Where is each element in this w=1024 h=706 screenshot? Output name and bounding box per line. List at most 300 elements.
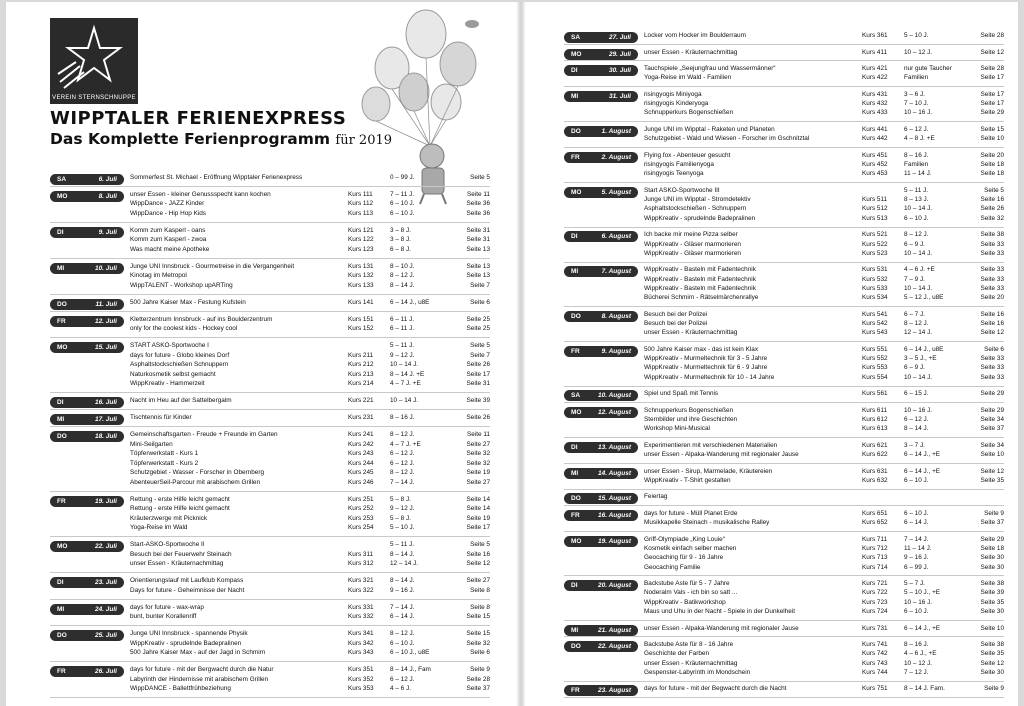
- course-number: Kurs 121: [348, 226, 374, 234]
- row-divider: [50, 697, 490, 698]
- course-row: [564, 32, 1004, 40]
- page-reference: Seite 12: [980, 659, 1004, 667]
- page-reference: Seite 29: [980, 109, 1004, 117]
- page-reference: Seite 16: [980, 320, 1004, 327]
- course-title: risingyogis Familienyoga: [644, 161, 714, 169]
- page-reference: Seite 12: [980, 467, 1004, 475]
- age-range: 5 – 10 J.: [390, 524, 415, 532]
- course-number: Kurs 522: [862, 240, 888, 248]
- course-number: Kurs 511: [862, 196, 888, 204]
- weekday-label: DI: [57, 399, 64, 407]
- course-title: Musikkapelle Steinach - musikalische Ralley: [644, 519, 770, 527]
- age-range: 6 – 10 J., u8E: [390, 649, 430, 657]
- course-row: [50, 460, 490, 468]
- course-title: Spiel und Spaß mit Tennis: [644, 390, 719, 398]
- date-label: 23. Juli: [94, 579, 117, 587]
- course-title: WippKreativ - Basteln mit Fadentechnik: [644, 266, 756, 274]
- age-range: 8 – 10 J.: [390, 262, 415, 270]
- course-title: Besuch bei der Polizei: [644, 310, 708, 318]
- date-label: 22. August: [598, 643, 631, 651]
- page-reference: Seite 5: [470, 174, 490, 181]
- course-row: [564, 625, 1004, 633]
- course-title: Locker vom Hocker im Boulderraum: [644, 32, 746, 39]
- age-range: 8 – 16 J.: [904, 641, 929, 649]
- age-range: 6 – 14 J., u8E: [390, 298, 430, 306]
- page-reference: Seite 27: [466, 440, 490, 448]
- page-reference: Seite 32: [466, 450, 490, 458]
- date-label: 6. August: [601, 233, 631, 241]
- brochure-spread: [6, 2, 1018, 706]
- course-row: [564, 641, 1004, 649]
- course-row: [50, 613, 490, 621]
- course-title: WippKreativ - sprudelnde Badepralinen: [644, 214, 756, 222]
- date-label: 12. August: [598, 408, 631, 416]
- course-row: [50, 469, 490, 477]
- page-reference: Seite 31: [466, 236, 490, 244]
- course-number: Kurs 741: [862, 641, 888, 649]
- course-row: [50, 431, 490, 439]
- course-row: [50, 676, 490, 684]
- course-title: Naturkosmetik selbst gemacht: [130, 370, 216, 378]
- weekday-label: MO: [571, 188, 582, 196]
- age-range: 6 – 10 J.: [904, 476, 929, 484]
- page-reference: Seite 20: [980, 151, 1004, 159]
- row-divider: [50, 661, 490, 662]
- page-reference: Seite 8: [470, 603, 490, 611]
- date-label: 6. Juli: [98, 176, 117, 183]
- date-label: 27. Juli: [608, 34, 631, 41]
- course-title: Labyrinth der Hindernisse mit arabischem Grillen: [130, 675, 269, 683]
- age-range: 8 – 14 J.: [904, 425, 929, 433]
- age-range: 11 – 14 J.: [904, 545, 932, 553]
- course-title: WippKreativ - sprudelnde Badepralinen: [130, 639, 242, 647]
- age-range: 5 – 8 J.: [390, 495, 411, 503]
- weekday-label: MO: [57, 192, 68, 200]
- page-reference: Seite 38: [980, 641, 1004, 649]
- row-divider: [564, 402, 1004, 403]
- course-title: 500 Jahre Kaiser max - das ist kein Klax: [644, 345, 759, 353]
- course-title: unser Essen - Kräuternachmittag: [644, 329, 738, 337]
- course-row: [50, 246, 490, 254]
- age-range: 5 – 11 J.: [390, 541, 415, 549]
- page-reference: Seite 31: [466, 226, 490, 234]
- weekday-label: SA: [571, 34, 581, 41]
- date-label: 20. August: [598, 582, 631, 590]
- date-label: 16. August: [598, 511, 631, 519]
- course-number: Kurs 122: [348, 236, 374, 244]
- course-row: [564, 187, 1004, 195]
- course-row: [564, 364, 1004, 372]
- course-title: WippKreativ - Murmeltechnik für 3 - 5 Jahre: [644, 355, 768, 363]
- course-row: [50, 441, 490, 449]
- course-number: Kurs 211: [348, 351, 374, 359]
- age-range: 9 – 16 J.: [390, 586, 415, 594]
- page-reference: Seite 39: [980, 589, 1004, 597]
- age-range: 8 – 12 J.: [390, 469, 415, 477]
- age-range: 10 – 16 J.: [904, 598, 933, 606]
- row-divider: [564, 697, 1004, 698]
- age-range: 8 – 12 J.: [904, 231, 929, 239]
- course-title: Asphaltstockschießen - Schnuppern: [644, 205, 747, 213]
- course-row: [564, 468, 1004, 476]
- course-row: [50, 496, 490, 504]
- course-row: [50, 560, 490, 568]
- date-label: 25. Juli: [94, 632, 117, 640]
- page-reference: Seite 25: [466, 315, 490, 323]
- course-number: Kurs 744: [862, 668, 888, 676]
- page-reference: Seite 13: [466, 262, 490, 270]
- course-title: days for future - mit der Begwacht durch die Nacht: [644, 685, 787, 693]
- course-row: [564, 266, 1004, 274]
- course-number: Kurs 342: [348, 639, 374, 647]
- age-range: 6 – 10 J.: [390, 209, 415, 217]
- course-title: Kletterzentrum Innsbruck - auf ins Boulderzentrum: [130, 315, 273, 323]
- date-label: 10. August: [598, 392, 631, 400]
- weekday-label: DO: [57, 300, 67, 308]
- age-range: 8 – 14 J., Fam: [390, 666, 431, 674]
- weekday-label: DO: [571, 495, 581, 503]
- course-row: [564, 416, 1004, 424]
- row-divider: [564, 306, 1004, 307]
- page-reference: Seite 20: [980, 294, 1004, 302]
- course-title: 500 Jahre Kaiser Max - auf der Jagd in Schmirn: [130, 649, 266, 657]
- page-reference: Seite 27: [466, 478, 490, 486]
- age-range: Familien: [904, 74, 929, 82]
- course-number: Kurs 321: [348, 577, 374, 585]
- date-label: 26. Juli: [94, 668, 117, 676]
- age-range: 3 – 7 J.: [904, 441, 925, 449]
- age-range: 10 – 14 J.: [390, 397, 419, 405]
- row-divider: [564, 681, 1004, 682]
- course-row: [564, 608, 1004, 616]
- course-row: [564, 250, 1004, 258]
- weekday-label: SA: [571, 392, 581, 400]
- course-title: Junge UNI Innsbruck - Gourmetreise in die Vergangenheit: [130, 262, 295, 270]
- course-title: WippKreativ - Batikworkshop: [644, 598, 726, 606]
- date-label: 5. August: [601, 188, 631, 196]
- course-row: [564, 510, 1004, 518]
- age-range: 5 – 7 J.: [904, 580, 925, 588]
- page-reference: Seite 36: [466, 209, 490, 217]
- course-number: Kurs 214: [348, 380, 374, 388]
- date-label: 24. Juli: [94, 605, 117, 613]
- course-number: Kurs 151: [348, 315, 374, 323]
- course-title: Maus und Uhu in der Nacht - Spiele in der Dunkelheit: [644, 608, 795, 616]
- course-title: Bücherei Schmirn - Rätselmärchenrallye: [644, 294, 759, 302]
- page-reference: Seite 5: [470, 342, 490, 350]
- course-number: Kurs 742: [862, 650, 888, 658]
- page-reference: Seite 19: [466, 514, 490, 522]
- course-number: Kurs 552: [862, 355, 888, 363]
- course-title: WippDance - Hip Hop Kids: [130, 209, 207, 217]
- age-range: 6 – 9 J.: [904, 364, 925, 372]
- course-number: Kurs 433: [862, 109, 888, 117]
- age-range: 6 – 12 J.: [904, 125, 929, 133]
- course-number: Kurs 112: [348, 200, 374, 208]
- page-reference: Seite 11: [467, 431, 490, 439]
- course-row: [50, 227, 490, 235]
- row-divider: [564, 575, 1004, 576]
- course-title: risingyogis Kinderyoga: [644, 100, 709, 108]
- course-row: [50, 299, 490, 307]
- page-reference: Seite 37: [980, 425, 1004, 433]
- date-label: 22. Juli: [94, 543, 117, 551]
- course-number: Kurs 622: [862, 451, 888, 459]
- course-row: [564, 390, 1004, 398]
- course-row: [564, 493, 1004, 501]
- course-row: [564, 580, 1004, 588]
- page-reference: Seite 12: [466, 560, 490, 568]
- course-title: Backstube Aste für 8 - 16 Jahre: [644, 641, 734, 649]
- course-row: [564, 685, 1004, 693]
- row-divider: [564, 341, 1004, 342]
- course-title: Ich backe mir meine Pizza selber: [644, 231, 738, 239]
- course-title: Flying fox - Abenteuer gesucht: [644, 151, 731, 159]
- row-divider: [564, 227, 1004, 228]
- course-number: Kurs 731: [862, 624, 888, 632]
- course-number: Kurs 411: [862, 48, 888, 56]
- page-reference: Seite 39: [466, 397, 490, 405]
- course-number: Kurs 721: [862, 580, 888, 588]
- course-number: Kurs 243: [348, 450, 374, 458]
- age-range: 4 – 7 J. +E: [390, 380, 421, 388]
- age-range: 10 – 14 J.: [390, 361, 419, 369]
- course-row: [564, 660, 1004, 668]
- course-number: Kurs 531: [862, 266, 888, 274]
- page-reference: Seite 10: [980, 624, 1004, 632]
- age-range: 7 – 14 J.: [390, 603, 415, 611]
- row-divider: [564, 437, 1004, 438]
- course-number: Kurs 551: [862, 345, 888, 353]
- weekday-label: MO: [57, 344, 68, 352]
- age-range: 6 – 14 J., +E: [904, 451, 941, 459]
- age-range: 6 – 11 J.: [390, 325, 415, 333]
- course-number: Kurs 221: [348, 397, 374, 405]
- age-range: 9 – 12 J.: [390, 351, 415, 359]
- page-reference: Seite 30: [980, 608, 1004, 616]
- age-range: 0 – 99 J.: [390, 174, 415, 181]
- date-label: 21. August: [598, 626, 631, 634]
- age-range: 3 – 5 J., +E: [904, 355, 937, 363]
- course-number: Kurs 351: [348, 666, 374, 674]
- course-number: Kurs 711: [862, 535, 888, 543]
- age-range: 6 – 12 J.: [390, 450, 415, 458]
- age-range: 8 – 14 J. Fam.: [904, 685, 945, 693]
- age-range: 3 – 6 J.: [904, 90, 925, 98]
- course-row: [50, 371, 490, 379]
- course-title: Experimentieren mit verschiedenen Materialien: [644, 441, 778, 449]
- age-range: 6 – 11 J.: [390, 315, 415, 323]
- course-number: Kurs 751: [862, 685, 888, 693]
- age-range: 6 – 8 J.: [390, 245, 411, 253]
- course-title: Junge UNI Innsbruck - spannende Physik: [130, 630, 248, 638]
- age-range: 12 – 14 J.: [390, 560, 419, 568]
- course-number: Kurs 361: [862, 32, 888, 39]
- course-title: Griff-Olympiade „King Louie“: [644, 535, 725, 543]
- course-title: Mini-Seilgarten: [130, 440, 173, 448]
- page-reference: Seite 8: [470, 586, 490, 594]
- course-number: Kurs 724: [862, 608, 888, 616]
- logo-text: VEREIN STERNSCHNUPPE: [52, 95, 136, 101]
- course-number: Kurs 712: [862, 545, 888, 553]
- course-title: risingyogis Miniyoga: [644, 90, 702, 98]
- page-reference: Seite 35: [980, 650, 1004, 658]
- course-title: START ASKÖ-Sportwoche I: [130, 342, 209, 350]
- row-divider: [50, 337, 490, 338]
- date-label: 1. August: [601, 127, 631, 135]
- age-range: 9 – 16 J.: [904, 554, 929, 562]
- age-range: 6 – 7 J.: [904, 310, 925, 318]
- page-subtitle: [50, 130, 392, 148]
- age-range: 4 – 8 J. +E: [904, 135, 935, 143]
- course-row: [50, 685, 490, 693]
- association-logo: [50, 18, 138, 104]
- course-title: risingyogis Teenyoga: [644, 170, 704, 178]
- course-title: Schnupperkurs Bogenschießen: [644, 109, 734, 117]
- course-title: WippKreativ - Murmeltechnik für 10 - 14 Jahre: [644, 373, 775, 381]
- course-title: WippKreativ - Hammerzeit: [130, 380, 205, 388]
- page-reference: Seite 36: [466, 200, 490, 208]
- course-row: [50, 352, 490, 360]
- date-label: 2. August: [601, 153, 631, 161]
- course-row: [50, 380, 490, 388]
- course-number: Kurs 241: [348, 431, 374, 439]
- page-reference: Seite 16: [466, 550, 490, 558]
- course-number: Kurs 534: [862, 294, 888, 302]
- course-row: [564, 170, 1004, 178]
- row-divider: [50, 491, 490, 492]
- course-number: Kurs 244: [348, 459, 374, 467]
- course-title: Feiertag: [644, 493, 668, 501]
- date-label: 13. August: [598, 443, 631, 451]
- age-range: 6 – 10 J.: [904, 509, 929, 517]
- course-number: Kurs 341: [348, 630, 374, 638]
- course-row: [564, 451, 1004, 459]
- course-row: [50, 649, 490, 657]
- course-title: Sternbilder und ihre Geschichten: [644, 416, 738, 424]
- course-title: Schnupperkurs Bogenschießen: [644, 406, 734, 414]
- weekday-label: FR: [571, 687, 580, 695]
- weekday-label: FR: [57, 497, 66, 505]
- course-title: days for future - wax-wrap: [130, 603, 204, 611]
- course-number: Kurs 252: [348, 505, 374, 513]
- course-row: [50, 640, 490, 648]
- page-reference: Seite 10: [980, 451, 1004, 459]
- page-reference: Seite 33: [980, 240, 1004, 248]
- page-reference: Seite 25: [466, 325, 490, 333]
- age-range: 6 – 12 J.: [390, 675, 415, 683]
- course-row: [564, 589, 1004, 597]
- age-range: 4 – 6 J.: [390, 685, 411, 693]
- page-reference: Seite 30: [980, 563, 1004, 571]
- weekday-label: DO: [571, 643, 581, 651]
- page-reference: Seite 6: [984, 345, 1004, 353]
- age-range: 6 – 14 J., u8E: [904, 345, 944, 353]
- weekday-label: DI: [571, 582, 578, 590]
- course-number: Kurs 451: [862, 151, 888, 159]
- course-row: [564, 355, 1004, 363]
- course-title: Rettung - erste Hilfe leicht gemacht: [130, 505, 230, 513]
- course-row: [564, 65, 1004, 73]
- course-number: Kurs 513: [862, 214, 888, 222]
- course-row: [50, 505, 490, 513]
- page-reference: Seite 13: [466, 245, 490, 253]
- age-range: 5 – 8 J.: [390, 514, 411, 522]
- course-title: Nacht im Heu auf der Sattelbergalm: [130, 397, 232, 405]
- age-range: 6 – 12 J.: [390, 459, 415, 467]
- weekday-label: MI: [571, 626, 579, 634]
- page-reference: Seite 9: [984, 509, 1004, 517]
- weekday-label: DO: [571, 312, 581, 320]
- course-row: [564, 407, 1004, 415]
- page-reference: Seite 17: [466, 524, 490, 532]
- course-row: [50, 191, 490, 199]
- date-label: 9. August: [601, 347, 631, 355]
- row-divider: [564, 636, 1004, 637]
- course-number: Kurs 632: [862, 476, 888, 484]
- course-title: Kosmetik einfach selber machen: [644, 545, 737, 553]
- age-range: 6 – 14 J.: [904, 519, 929, 527]
- page-reference: Seite 32: [466, 639, 490, 647]
- page-reference: Seite 5: [470, 541, 490, 549]
- weekday-label: MI: [571, 268, 579, 276]
- age-range: 7 – 10 J.: [904, 100, 929, 108]
- page-reference: Seite 30: [980, 554, 1004, 562]
- course-title: Töpferwerkstatt - Kurs 1: [130, 450, 199, 458]
- age-range: 7 – 12 J.: [904, 668, 929, 676]
- course-row: [50, 210, 490, 218]
- course-title: Besuch bei der Polizei: [644, 320, 708, 327]
- page-reference: Seite 18: [980, 545, 1004, 553]
- page-reference: Seite 26: [466, 361, 490, 369]
- course-number: Kurs 553: [862, 364, 888, 372]
- course-number: Kurs 343: [348, 649, 374, 657]
- weekday-label: FR: [571, 153, 580, 161]
- course-row: [564, 135, 1004, 143]
- course-number: Kurs 723: [862, 598, 888, 606]
- age-range: 3 – 8 J.: [390, 236, 411, 244]
- course-title: Workshop Mini-Musical: [644, 425, 710, 433]
- weekday-label: FR: [57, 317, 66, 325]
- weekday-label: DI: [571, 233, 578, 241]
- page-reference: Seite 9: [470, 666, 490, 674]
- page-reference: Seite 17: [466, 370, 490, 378]
- age-range: 6 – 10 J.: [390, 639, 415, 647]
- date-label: 17. Juli: [94, 416, 117, 424]
- page-reference: Seite 9: [984, 685, 1004, 693]
- page-reference: Seite 15: [466, 613, 490, 621]
- age-range: 8 – 14 J.: [390, 281, 415, 289]
- page-reference: Seite 17: [980, 100, 1004, 108]
- course-row: [50, 200, 490, 208]
- course-number: Kurs 743: [862, 659, 888, 667]
- age-range: 10 – 16 J.: [904, 109, 933, 117]
- page-reference: Seite 18: [980, 161, 1004, 169]
- age-range: 10 – 12 J.: [904, 48, 933, 56]
- age-range: 10 – 14 J.: [904, 373, 933, 381]
- course-number: Kurs 621: [862, 441, 888, 449]
- subtitle-year: für 2019: [335, 133, 393, 148]
- age-range: 6 – 10 J.: [904, 608, 929, 616]
- age-range: 11 – 14 J.: [904, 170, 932, 178]
- course-row: [564, 152, 1004, 160]
- course-title: Tauchspiele „Seejungfrau und Wassermänner“: [644, 65, 776, 73]
- age-range: 10 – 14 J.: [904, 284, 933, 292]
- page-reference: Seite 17: [980, 74, 1004, 82]
- course-title: days for future - Globo kleines Dorf: [130, 351, 230, 359]
- page-reference: Seite 35: [980, 476, 1004, 484]
- course-row: [50, 316, 490, 324]
